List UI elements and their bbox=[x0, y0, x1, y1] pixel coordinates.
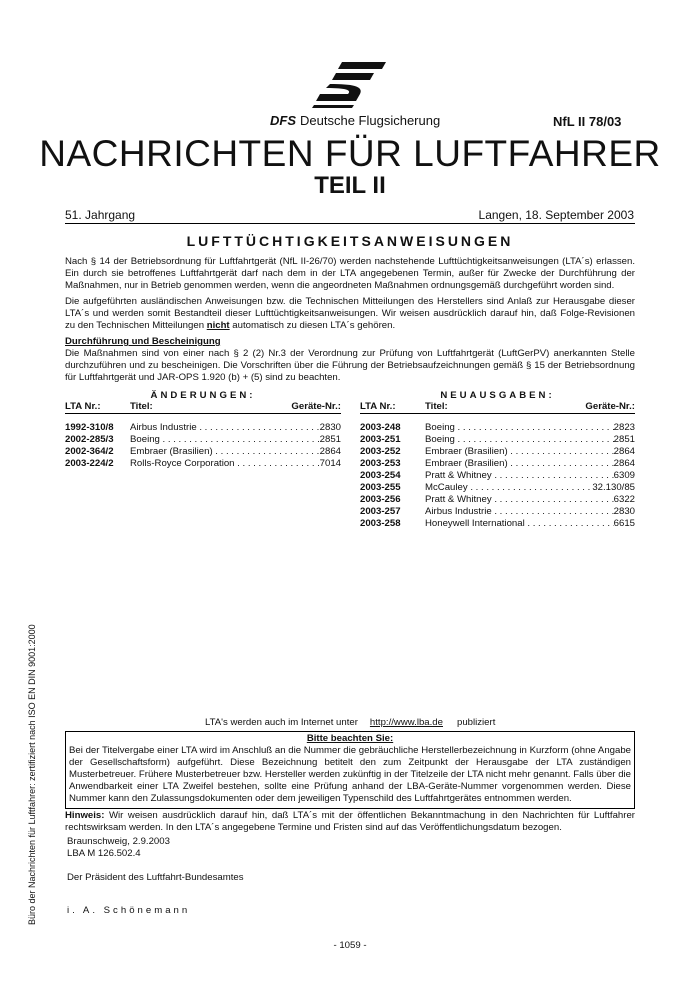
organisation-short: DFS bbox=[270, 113, 296, 128]
geraet-number: 2830 bbox=[613, 506, 635, 517]
hinweis-label: Hinweis: bbox=[65, 810, 105, 821]
lta-title: Boeing . . . bbox=[425, 422, 614, 434]
neuausgaben-table bbox=[360, 401, 635, 530]
internet-note-suffix: publiziert bbox=[456, 717, 496, 728]
president-line: Der Präsident des Luftfahrt-Bundesamtes bbox=[67, 872, 244, 883]
page-number: - 1059 - bbox=[333, 940, 367, 951]
lta-title: Rolls-Royce Corporation . . . bbox=[130, 458, 320, 470]
certification-sidebar: Büro der Nachrichten für Luftfahrer: zertifiziert nach ISO EN DIN 9001:2000 bbox=[27, 624, 37, 925]
page-subtitle: TEIL II bbox=[314, 172, 386, 199]
issue-number: NfL II 78/03 bbox=[553, 114, 622, 129]
place-and-date: Braunschweig, 2.9.2003 bbox=[67, 836, 170, 847]
table-row bbox=[65, 446, 341, 458]
lta-number: 2003-255 bbox=[360, 482, 401, 493]
column-title: Titel: bbox=[130, 401, 153, 412]
table-row bbox=[360, 482, 635, 494]
table-row bbox=[360, 446, 635, 458]
lta-number: 2003-251 bbox=[360, 434, 401, 445]
organisation-long: Deutsche Flugsicherung bbox=[300, 113, 441, 128]
paragraph-text: automatisch zu diesen LTA´s gehören. bbox=[229, 320, 396, 331]
table-row bbox=[360, 458, 635, 470]
lta-title: Boeing . . . bbox=[425, 434, 614, 446]
header-rule bbox=[65, 223, 635, 224]
geraet-number: 6309 bbox=[613, 470, 635, 481]
lta-number: 1992-310/8 bbox=[65, 422, 114, 433]
lta-number: 2003-248 bbox=[360, 422, 401, 433]
table-row bbox=[360, 518, 635, 530]
lta-title: Airbus Industrie . . . bbox=[425, 506, 614, 518]
geraet-number: 2851 bbox=[613, 434, 635, 445]
page-title: NACHRICHTEN FÜR LUFTFAHRER bbox=[39, 133, 661, 174]
aenderungen-heading: ÄNDERUNGEN: bbox=[150, 390, 256, 401]
lta-title: Boeing . . . bbox=[130, 434, 320, 446]
notice-title: Bitte beachten Sie: bbox=[306, 733, 394, 744]
lta-number: 2003-254 bbox=[360, 470, 401, 481]
lta-number: 2003-252 bbox=[360, 446, 401, 457]
internet-note-text: LTA's werden auch im Internet unter bbox=[205, 717, 358, 728]
geraet-number: 6322 bbox=[613, 494, 635, 505]
column-lta-nr: LTA Nr.: bbox=[65, 401, 101, 412]
geraet-number: 32.130/85 bbox=[592, 482, 635, 493]
table-row bbox=[65, 434, 341, 446]
column-lta-nr: LTA Nr.: bbox=[360, 401, 396, 412]
notice-box bbox=[65, 731, 635, 809]
notice-body: Bei der Titelvergabe einer LTA wird im Anschluß an die Nummer die gebräuchliche Herstellerbezeichnung in Kurzform (ohne Angabe der Gesellschaftsform) aufgeführt. Diese Bezeichnung betitelt den zum Zeitpunkt der Herausgabe der LTA zuständigen Musterbetreuer. Frühere Musterbetreuer bzw. Hersteller werden zukünftig in der Titelzeile der LTA nicht mehr genannt. Falls über die Anwendbarkeit einer LTA Zweifel bestehen, sollte eine Prüfung anhand der LBA-Geräte-Nummer vorgenommen werden. Diese Nummer kann den Zulassungsdokumenten oder dem jeweiligen Typenschild des Luftfahrtgerätes entnommen werden. bbox=[69, 745, 631, 804]
geraet-number: 2851 bbox=[319, 434, 341, 445]
table-row bbox=[360, 494, 635, 506]
column-geraet-nr: Geräte-Nr.: bbox=[585, 401, 635, 412]
table-row bbox=[65, 458, 341, 470]
lta-title: Airbus Industrie . . . bbox=[130, 422, 320, 434]
execution-heading: Durchführung und Bescheinigung bbox=[65, 336, 221, 347]
volume: 51. Jahrgang bbox=[65, 208, 136, 222]
geraet-number: 2864 bbox=[613, 458, 635, 469]
column-title: Titel: bbox=[425, 401, 448, 412]
table-header bbox=[65, 401, 341, 414]
signer: i. A. Schönemann bbox=[67, 905, 191, 916]
table-header bbox=[360, 401, 635, 414]
lta-number: 2002-285/3 bbox=[65, 434, 114, 445]
lta-number: 2003-224/2 bbox=[65, 458, 114, 469]
lta-number: 2003-256 bbox=[360, 494, 401, 505]
lta-number: 2003-258 bbox=[360, 518, 401, 529]
hinweis-paragraph bbox=[65, 810, 635, 834]
section-title: LUFTTÜCHTIGKEITSANWEISUNGEN bbox=[186, 233, 514, 249]
place-date: Langen, 18. September 2003 bbox=[478, 208, 634, 222]
lta-title: Embraer (Brasilien) . . . bbox=[425, 446, 614, 458]
lta-number: 2003-257 bbox=[360, 506, 401, 517]
lta-number: 2002-364/2 bbox=[65, 446, 114, 457]
geraet-number: 2823 bbox=[613, 422, 635, 433]
lta-number: 2003-253 bbox=[360, 458, 401, 469]
emphasis-nicht: nicht bbox=[206, 320, 230, 331]
foreign-directives-paragraph bbox=[65, 296, 635, 332]
lta-title: Embraer (Brasilien) . . . bbox=[130, 446, 320, 458]
organisation-name bbox=[270, 113, 440, 128]
lta-title: Pratt & Whitney . . . bbox=[425, 470, 614, 482]
lta-title: Embraer (Brasilien) . . . bbox=[425, 458, 614, 470]
column-geraet-nr: Geräte-Nr.: bbox=[291, 401, 341, 412]
geraet-number: 2864 bbox=[613, 446, 635, 457]
paragraph-text: Die aufgeführten ausländischen Anweisungen bzw. die Technischen Mitteilungen des Herstellers sind Anlaß zur Herausgabe dieser LTA´s und werden somit Bestandteil dieser Lufttüchtigkeitsanweisungen. Wir weisen ausdrücklich darauf hin, daß Folge-Revisionen zu den Technischen Mitteilungen bbox=[65, 296, 635, 331]
geraet-number: 2830 bbox=[319, 422, 341, 433]
table-row bbox=[360, 470, 635, 482]
internet-note bbox=[205, 717, 495, 728]
aenderungen-table bbox=[65, 401, 341, 470]
table-row bbox=[65, 422, 341, 434]
table-row bbox=[360, 434, 635, 446]
geraet-number: 2864 bbox=[319, 446, 341, 457]
neuausgaben-heading: NEUAUSGABEN: bbox=[440, 390, 555, 401]
hinweis-text: Wir weisen ausdrücklich darauf hin, daß LTA´s mit der öffentlichen Bekanntmachung in den Nachrichten für Luftfahrer rechtswirksam werden. In den LTA´s angegebene Termine und Fristen sind auf das Veröffentlichungsdatum bezogen. bbox=[65, 810, 635, 833]
geraet-number: 7014 bbox=[319, 458, 341, 469]
dfs-logo bbox=[312, 60, 388, 110]
lta-title: McCauley . . . bbox=[425, 482, 592, 494]
table-row bbox=[360, 506, 635, 518]
lta-title: Pratt & Whitney . . . bbox=[425, 494, 614, 506]
reference-number: LBA M 126.502.4 bbox=[67, 848, 141, 859]
lta-title: Honeywell International . . . bbox=[425, 518, 614, 530]
intro-paragraph: Nach § 14 der Betriebsordnung für Luftfahrtgerät (NfL II-26/70) werden nachstehende Lufttüchtigkeitsanweisungen (LTA´s) erlassen. Ein durch sie betroffenes Luftfahrtgerät darf nach dem in der LTA angegebenen Termin, außer für Zwecke der Durchführung der Maßnahmen, nur in Betrieb genommen werden, wenn die angeordneten Maßnahmen ordnungsgemäß durchgeführt worden sind. bbox=[65, 256, 635, 291]
execution-paragraph: Die Maßnahmen sind von einer nach § 2 (2) Nr.3 der Verordnung zur Prüfung von Luftfahrtgerät (LuftGerPV) anerkannten Stelle durchzuführen und zu bescheinigen. Die Vorschriften über die Führung der Betriebsaufzeichnungen gemäß § 15 der Betriebsordnung für Luftfahrtgerät und JAR-OPS 1.920 (b) + (5) sind zu beachten. bbox=[65, 348, 635, 383]
table-row bbox=[360, 422, 635, 434]
lba-website-link[interactable]: http://www.lba.de bbox=[369, 717, 443, 728]
geraet-number: 6615 bbox=[613, 518, 635, 529]
